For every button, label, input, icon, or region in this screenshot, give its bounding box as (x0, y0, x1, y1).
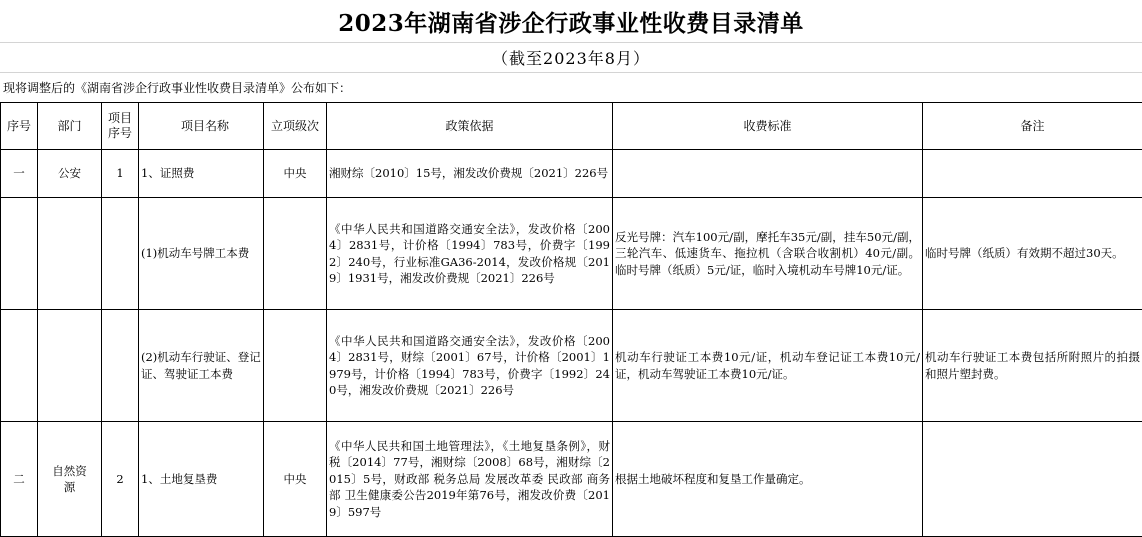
cell-standard[interactable]: 根据土地破坏程度和复垦工作量确定。 (613, 422, 923, 537)
cell-item-no[interactable] (102, 310, 139, 422)
cell-dept[interactable] (38, 310, 102, 422)
table-row (1, 198, 1142, 310)
cell-remark[interactable]: 机动车行驶证工本费包括所附照片的拍摄和照片塑封费。 (923, 310, 1142, 422)
cell-item-no[interactable] (102, 198, 139, 310)
cell-dept[interactable]: 自然资源 (38, 422, 102, 537)
header-item-no[interactable]: 项目序号 (102, 103, 139, 150)
sheet-title: 2023年湖南省涉企行政事业性收费目录清单 (0, 0, 1142, 43)
intro-text: 现将调整后的《湖南省涉企行政事业性收费目录清单》公布如下： (3, 80, 352, 95)
cell-level[interactable] (264, 310, 327, 422)
header-standard[interactable]: 收费标准 (613, 103, 923, 150)
cell-remark[interactable] (923, 422, 1142, 537)
cell-basis[interactable]: 《中华人民共和国土地管理法》，《土地复垦条例》，财税〔2014〕77号，湘财综〔2008〕68号，湘财综〔2015〕5号，财政部 税务总局 发展改革委 民政部 商务部 卫生健康委公告2019年第76号，湘发改价费〔2019〕597号 (327, 422, 613, 537)
cell-seq[interactable] (1, 198, 38, 310)
cell-item-name[interactable]: (1)机动车号牌工本费 (139, 198, 264, 310)
table-row (1, 150, 1142, 198)
header-basis[interactable]: 政策依据 (327, 103, 613, 150)
cell-standard[interactable]: 反光号牌：汽车100元/副，摩托车35元/副，挂车50元/副，三轮汽车、低速货车、拖拉机（含联合收割机）40元/副。临时号牌（纸质）5元/证，临时入境机动车号牌10元/证。 (613, 198, 923, 310)
cell-seq[interactable]: 二 (1, 422, 38, 537)
table-row (1, 422, 1142, 537)
cell-item-no[interactable]: 2 (102, 422, 139, 537)
header-level[interactable]: 立项级次 (264, 103, 327, 150)
cell-basis[interactable]: 湘财综〔2010〕15号，湘发改价费规〔2021〕226号 (327, 150, 613, 198)
header-item-name[interactable]: 项目名称 (139, 103, 264, 150)
cell-item-name[interactable]: 1、证照费 (139, 150, 264, 198)
cell-basis[interactable]: 《中华人民共和国道路交通安全法》，发改价格〔2004〕2831号，计价格〔1994〕783号，价费字〔1992〕240号，行业标准GA36-2014，发改价格规〔2019〕1931号，湘发改价费规〔2021〕226号 (327, 198, 613, 310)
header-remark[interactable]: 备注 (923, 103, 1142, 150)
cell-basis[interactable]: 《中华人民共和国道路交通安全法》，发改价格〔2004〕2831号，财综〔2001〕67号，计价格〔2001〕1979号，计价格〔1994〕783号，价费字〔1992〕240号，湘发改价费规〔2021〕226号 (327, 310, 613, 422)
cell-item-name[interactable]: 1、土地复垦费 (139, 422, 264, 537)
cell-dept[interactable] (38, 198, 102, 310)
cell-seq[interactable] (1, 310, 38, 422)
cell-item-name[interactable]: (2)机动车行驶证、登记证、驾驶证工本费 (139, 310, 264, 422)
cell-level[interactable]: 中央 (264, 150, 327, 198)
header-dept[interactable]: 部门 (38, 103, 102, 150)
cell-level[interactable]: 中央 (264, 422, 327, 537)
fee-catalog-table (0, 102, 1142, 537)
header-seq[interactable]: 序号 (1, 103, 38, 150)
cell-dept[interactable]: 公安 (38, 150, 102, 198)
cell-level[interactable] (264, 198, 327, 310)
cell-standard[interactable]: 机动车行驶证工本费10元/证，机动车登记证工本费10元/证，机动车驾驶证工本费10元/证。 (613, 310, 923, 422)
table-row (1, 310, 1142, 422)
cell-standard[interactable] (613, 150, 923, 198)
cell-item-no[interactable]: 1 (102, 150, 139, 198)
cell-seq[interactable]: 一 (1, 150, 38, 198)
cell-remark[interactable] (923, 150, 1142, 198)
cell-remark[interactable]: 临时号牌（纸质）有效期不超过30天。 (923, 198, 1142, 310)
header-row (1, 103, 1142, 150)
sheet-subtitle: （截至2023年8月） (0, 42, 1142, 73)
